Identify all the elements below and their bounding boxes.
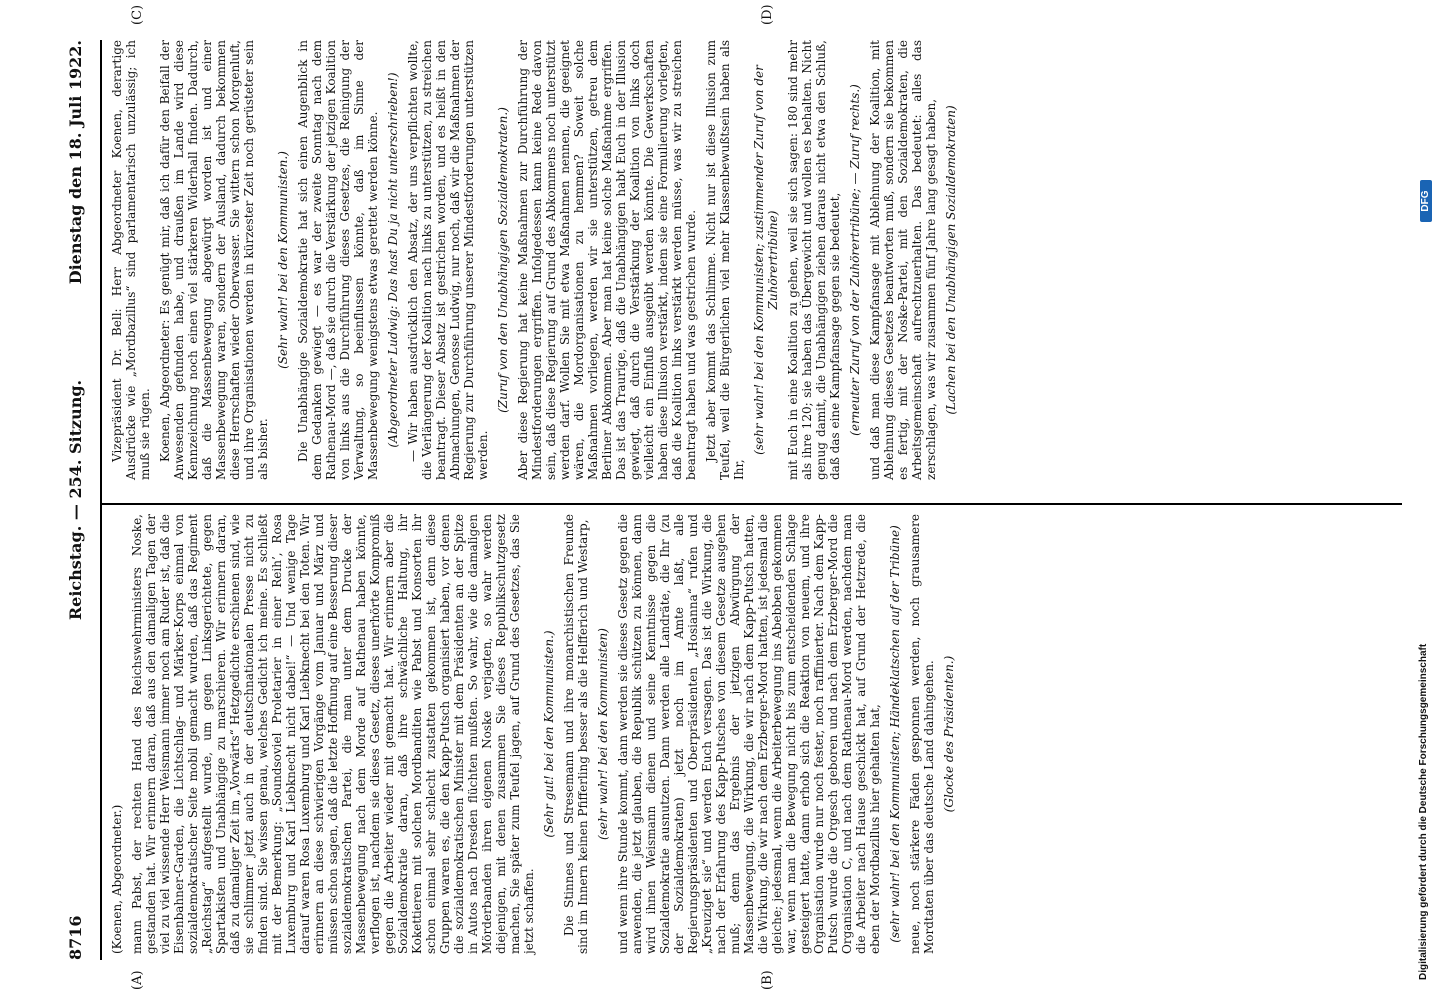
dfg-logo-text: DFG <box>1420 190 1431 212</box>
interjection: (erneuter Zuruf von der Zuhörertribüne; — Zuruf rechts.) <box>848 84 862 436</box>
paragraph: neue, noch stärkere Fäden gesponnen werden, noch grausamere Mordtaten über das deutsche Land dahingehen. <box>908 514 936 954</box>
interjection: (Sehr wahr! bei den Kommunisten.) <box>276 151 290 369</box>
session-title: Reichstag. — 254. Sitzung. <box>66 379 85 621</box>
paragraph: mann Pabst, der rechten Hand des Reichswehrministers Noske, gestanden hat. Wir erinnern daran, daß aus den damaligen Tagen der viel zu viel wissende Herr Weismann immer noch am Ruder ist, daß die Eisenbahner-Garden, die Lichtschlag- und Märker-Korps einmal von sozialdemokratischer Seite mobil gemacht wurden, daß das Regiment „Reichstag“ aufgestellt wurde, um gegen Linksgerichtete, gegen Spartakisten und Unabhängige zu marschieren. Wir erinnern daran, daß zu damaliger Zeit im „Vorwärts“ Hetzgedichte erschienen sind, wie sie schlimmer jetzt auch in der deutschnationalen Presse nicht zu finden sind. Sie wissen genau, welches Gedicht ich meine. Es schließt mit der Bemerkung: „Soundsoviel Proletarier in einer Reih’, Rosa Luxemburg und Karl Liebknecht nicht dabei!“ — Und wenige Tage darauf waren Rosa Luxemburg und Karl Liebknecht bei den Toten. Wir erinnern an diese schwierigen Vorgänge vom Januar und März und müssen schon sagen, daß die letzte Hoffnung auf eine Besserung dieser sozialdemokratischen Partei, die man unter dem Drucke der Massenbewegung nach dem Morde auf Rathenau haben könnte, verflogen ist, nachdem sie dieses Gesetz, dieses unerhörte Kompromiß gegen die Arbeiter wieder mit gemacht hat. Wir erinnern aber die Sozialdemokratie daran, daß ihre schwächliche Haltung, ihr Kokettieren mit solchen Mordbanditen wie Pabst und Konsorten ihr schon einmal sehr schlecht zustatten gekommen ist, denn diese Gruppen waren es, die den Kapp-Putsch organisiert haben, vor denen die sozialdemokratischen Minister mit dem Präsidenten an der Spitze in Autos nach Dresden flüchten mußten. So wahr, wie die damaligen Mörderbanden ihren eigenen Noske verjagten, so wahr werden diejenigen, mit denen zusammen Sie dieses Republikschutzgesetz machen, Sie später zum Teufel jagen, auf Grund des Gesetzes, das Sie jetzt schaffen. <box>130 514 536 954</box>
paragraph: Jetzt aber kommt das Schlimme. Nicht nur ist diese Illusion zum Teufel, weil die Bürgerlichen viel mehr Klassenbewußtsein haben als Ihr, <box>704 40 746 480</box>
margin-marker-d: (D) <box>760 4 775 25</box>
column-divider <box>102 503 1402 505</box>
digitization-footer <box>1418 180 1434 980</box>
paragraph: und wenn ihre Stunde kommt, dann werden sie dieses Gesetz gegen die anwenden, die jetzt glauben, die Republik schützen zu können, dann wird ihnen Weismann dienen und seine Kenntnisse gegen die Sozialdemokratie ausnutzen. Dann werden alle Landräte, die Ihr (zu der Sozialdemokraten) jetzt noch im Amte laßt, alle Regierungspräsidenten und Oberpräsidenten „Hosianna“ rufen und „Kreuziget sie“ und werden Euch versagen. Das ist die Wirkung, die nach der Erfahrung des Kapp-Putsches von diesem Gesetze ausgehen muß; denn das Ergebnis der jetzigen Abwürgung der Massenbewegung, die Wirkung, die wir nach dem Kapp-Putsch hatten, die Wirkung, die wir nach dem Erzberger-Mord hatten, ist jedesmal die gleiche; jedesmal, wenn die Arbeiterbewegung ins Abebben gekommen war, wenn man die Bewegung nicht bis zum entscheidenden Schlage gesteigert hatte, dann erhob sich die Reaktion von neuem, und ihre Organisation wurde nur noch fester, noch raffinierter. Nach dem Kapp-Putsch wurde die Orgesch geboren und nach dem Erzberger-Mord die Organisation C, und nach dem Rathenau-Mord werden, nachdem man die Arbeiter nach Hause geschickt hat, auf Grund der Hetzrede, die eben der Mordbazillus hier gehalten hat, <box>616 514 882 954</box>
page-number: 8716 <box>66 915 85 960</box>
paragraph: mit Euch in eine Koalition zu gehen, weil sie sich sagen: 180 sind mehr als ihre 120; sie haben das Übergewicht und wollen es behalten. Nicht genug damit, die Unabhängigen ziehen daraus nicht etwa den Schluß, daß das eine Kampfansage gegen sie bedeutet, <box>786 40 842 480</box>
interjection: (Glocke des Präsidenten.) <box>942 655 956 813</box>
right-text-column <box>110 40 964 480</box>
left-text-column <box>110 514 962 954</box>
interjection: (Zuruf von den Unabhängigen Sozialdemokraten.) <box>496 107 510 413</box>
page-header <box>60 40 90 960</box>
digitization-note: Digitalisierung gefördert durch die Deutsche Forschungsgemeinschaft <box>1418 643 1429 980</box>
speaker-continuation: (Koenen, Abgeordneter.) <box>110 804 124 954</box>
margin-marker-a: (A) <box>130 970 145 990</box>
interjection: (Lachen bei den Unabhängigen Sozialdemokraten) <box>944 105 958 415</box>
paragraph: Koenen, Abgeordneter: Es genügt mir, daß ich dafür den Beifall der Anwesenden gefunden habe, und draußen im Lande wird diese Kennzeichnung noch einen viel stärkeren Widerhall finden. Dadurch, daß die Massenbewegung abgewürgt worden ist und einer Massenbewegung waren, sondern der Ausland, dadurch bekommen diese Herrschaften wieder Oberwasser. Sie wittern schon Morgenluft, und ihre Organisationen werden in kürzester Zeit noch gerüsteter sein als bisher. <box>158 40 270 480</box>
paragraph: Vizepräsident Dr. Bell: Herr Abgeordneter Koenen, derartige Ausdrücke wie „Mordbazillus“ sind parlamentarisch unzulässig; ich muß sie rügen. <box>110 40 152 480</box>
interjection: (Abgeordneter Ludwig: Das hast Du ja nicht unterschrieben!) <box>386 72 400 448</box>
paragraph: Aber diese Regierung hat keine Maßnahmen zur Durchführung der Mindestforderungen ergriffen. Infolgedessen kann keine Rede davon sein, daß diese Regierung auf Grund des Abkommens noch unterstützt werden darf. Wollen Sie mit etwa Maßnahmen nennen, die geeignet wären, die Mordorganisationen zu hemmen? Soweit solche Maßnahmen vorliegen, werden wir sie unterstützen, getreu dem Berliner Abkommen. Aber man hat keine solche Maßnahme ergriffen. Das ist das Traurige, daß die Unabhängigen habt Euch in der Illusion gewiegt, daß durch die Verstärkung der Koalition von links doch vielleicht ein Einfluß ausgeübt werden könnte. Die Gewerkschaften haben diese Illusion verstärkt, indem sie eine Formulierung vorlegten, daß die Koalition links verstärkt werden müsse, was wir zu streichen beantragt haben und was gestrichen wurde. <box>516 40 698 480</box>
paragraph: Die Stinnes und Stresemann und ihre monarchistischen Freunde sind im Innern keinen Pfifferling besser als die Helfferich und Westarp, <box>562 514 590 954</box>
session-date: Dienstag den 18. Juli 1922. <box>66 40 85 285</box>
interjection: (sehr wahr! bei den Kommunisten; zustimmender Zuruf von der Zuhörertribüne) <box>752 65 780 455</box>
header-rule <box>100 40 102 960</box>
interjection: (sehr wahr! bei den Kommunisten) <box>596 628 610 840</box>
paragraph: — Wir haben ausdrücklich den Absatz, der uns verpflichten wollte, die Verlängerung der Koalition nach links zu unterstützen, zu streichen beantragt. Dieser Absatz ist gestrichen worden, und es heißt in den Abmachungen, Genosse Ludwig, nur noch, daß wir die Maßnahmen der Regierung zur Durchführung unserer Mindestforderungen unterstützen werden. <box>406 40 490 480</box>
interjection: (Sehr gut! bei den Kommunisten.) <box>542 630 556 838</box>
margin-marker-b: (B) <box>760 970 775 990</box>
margin-marker-c: (C) <box>130 4 145 25</box>
interjection: (sehr wahr! bei den Kommunisten; Händeklatschen auf der Tribüne) <box>888 525 902 943</box>
paragraph: Die Unabhängige Sozialdemokratie hat sich einen Augenblick in dem Gedanken gewiegt — es war der zweite Sonntag nach dem Rathenau-Mord —, daß sie durch die Verstärkung der jetzigen Koalition von links aus die Durchführung dieses Gesetzes, die Reinigung der Verwaltung, so beeinflussen könnte, daß im Sinne der Massenbewegung wenigstens etwas gerettet werden könne. <box>296 40 380 480</box>
paragraph: und daß man diese Kampfansage mit Ablehnung der Koalition, mit Ablehnung dieses Gesetzes beantworten muß, sondern sie bekommen es fertig, mit der Noske-Partei, mit den Sozialdemokraten, die Arbeitsgemeinschaft aufrechtzuerhalten. Das bedeutet: alles das zerschlagen, was wir zusammen fünf Jahre lang gesagt haben, <box>868 40 938 480</box>
dfg-logo <box>1420 180 1432 222</box>
